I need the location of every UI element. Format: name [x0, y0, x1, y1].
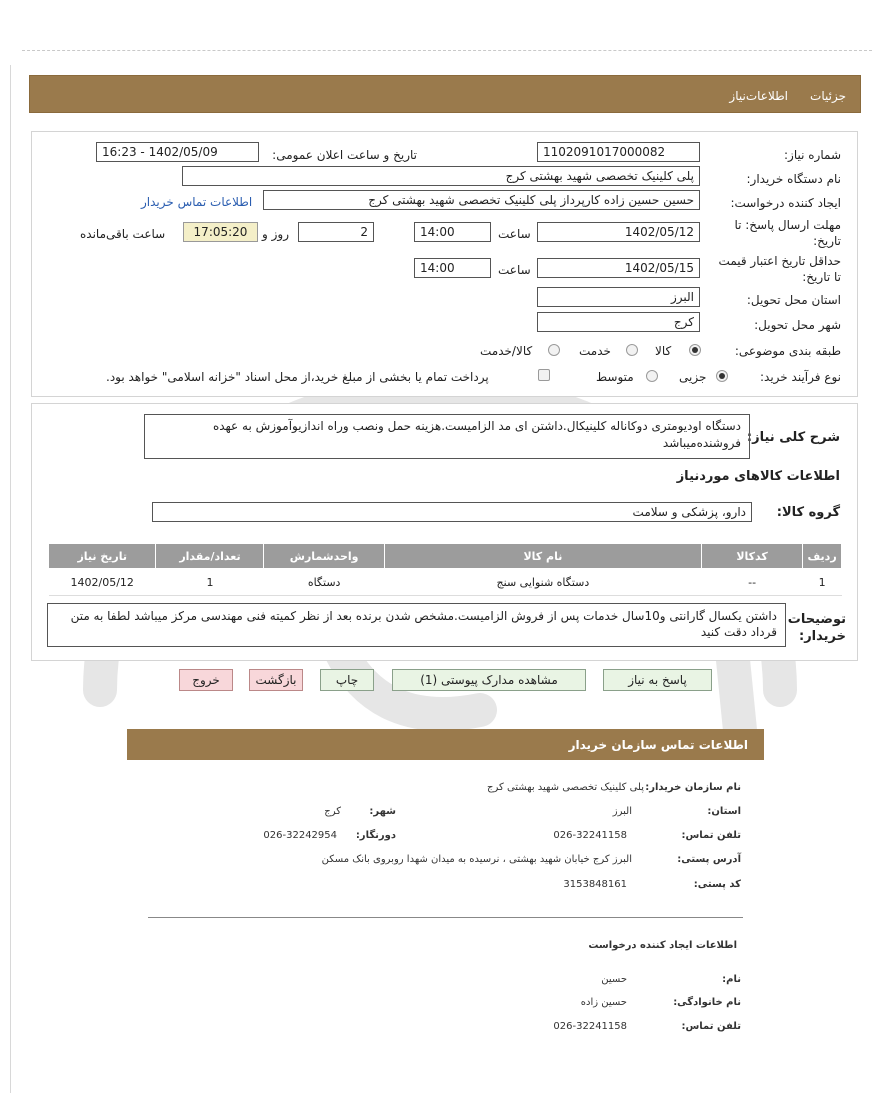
process-partial-label: جزیی: [679, 370, 707, 384]
contact-address-value: البرز کرج خیابان شهید بهشتی ، نرسیده به میدان شهدا روبروی بانک مسکن: [321, 854, 632, 865]
cell-unit: دستگاه: [264, 569, 384, 596]
province-field: البرز: [537, 287, 700, 307]
need-number-field: 1102091017000082: [537, 142, 700, 162]
cell-quantity: 1: [156, 569, 264, 596]
treasury-payment-checkbox[interactable]: [538, 369, 550, 381]
top-header-bar: [29, 75, 861, 113]
process-medium-label: متوسط: [596, 370, 634, 384]
goods-table-header-row: [49, 544, 842, 569]
col-goods-name: نام کالا: [384, 544, 701, 569]
validity-label-line1: حداقل تاریخ اعتبار قیمت: [718, 254, 841, 268]
validity-date-field: 1402/05/15: [537, 258, 700, 278]
category-service-radio[interactable]: [626, 344, 638, 356]
creator-info-title: اطلاعات ایجاد کننده درخواست: [588, 940, 737, 951]
process-medium-radio[interactable]: [646, 370, 658, 382]
category-goods-service-radio[interactable]: [548, 344, 560, 356]
remaining-time-field: 17:05:20: [183, 222, 258, 242]
deadline-label-line1: مهلت ارسال پاسخ: تا: [734, 218, 841, 232]
tab-need-info[interactable]: اطلاعات‌نیاز: [729, 89, 788, 103]
contact-address-label: آدرس پستی:: [677, 854, 741, 865]
treasury-payment-note: پرداخت تمام یا بخشی از مبلغ خرید،از محل اسناد "خزانه اسلامی" خواهد بود.: [106, 370, 489, 384]
need-number-label: شماره نیاز:: [784, 148, 841, 162]
category-label: طبقه بندی موضوعی:: [734, 344, 841, 358]
buyer-org-field: پلی کلینیک تخصصی شهید بهشتی کرج: [182, 166, 700, 186]
announce-date-label: تاریخ و ساعت اعلان عمومی:: [272, 148, 417, 162]
contact-divider: [148, 917, 743, 918]
process-partial-radio[interactable]: [716, 370, 728, 382]
goods-group-field: دارو، پزشکی و سلامت: [152, 502, 752, 522]
buyer-notes-label-line1: توضیحات: [787, 612, 846, 627]
category-goods-label: کالا: [655, 344, 672, 358]
creator-name-label: نام:: [722, 974, 741, 985]
contact-city-value: کرج: [324, 806, 341, 817]
validity-time-label: ساعت: [498, 263, 531, 277]
deadline-date-field: 1402/05/12: [537, 222, 700, 242]
contact-postal-value: 3153848161: [563, 879, 627, 890]
creator-label: ایجاد کننده درخواست:: [730, 196, 841, 210]
contact-province-value: البرز: [612, 806, 632, 817]
contact-fax-value: 026-32242954: [263, 830, 337, 841]
general-description-box: دستگاه اودیومتری دوکاناله کلینیکال.داشتن ای مد الزامیست.هزینه حمل ونصب وراه اندازیوآموزش به عهده فروشنده‌میباشد: [144, 414, 750, 459]
category-goods-service-label: کالا/خدمت: [480, 344, 533, 358]
creator-phone-label: تلفن تماس:: [681, 1021, 741, 1032]
contact-phone-label: تلفن تماس:: [681, 830, 741, 841]
contact-city-label: شهر:: [369, 806, 396, 817]
back-button[interactable]: بازگشت: [249, 669, 303, 691]
city-label: شهر محل تحویل:: [754, 318, 841, 332]
general-description-label: شرح کلی نیاز:: [746, 430, 840, 445]
buyer-notes-box: داشتن یکسال گارانتی و10سال خدمات پس از فروش الزامیست.مشخص شدن برنده بعد از نظر کمیته فنی مهندسی مرکز میباشد لطفا به متن قرداد دقت کنید: [47, 603, 786, 647]
process-type-label: نوع فرآیند خرید:: [760, 370, 841, 384]
goods-table-wrapper: [48, 543, 842, 596]
creator-name-value: حسین: [601, 974, 627, 985]
col-need-date: تاریخ نیاز: [49, 544, 156, 569]
remaining-time-label: ساعت باقی‌مانده: [80, 227, 166, 241]
table-row: [49, 569, 842, 596]
col-goods-code: کدکالا: [702, 544, 803, 569]
contact-fax-label: دورنگار:: [355, 830, 396, 841]
goods-group-label: گروه کالا:: [776, 505, 840, 520]
org-name-value: پلی کلینیک تخصصی شهید بهشتی کرج: [487, 782, 644, 793]
contact-section-bar: [127, 729, 764, 760]
view-attachments-button[interactable]: مشاهده مدارک پیوستی (1): [392, 669, 586, 691]
creator-field: حسین حسین زاده کارپرداز پلی کلینیک تخصصی شهید بهشتی کرج: [263, 190, 700, 210]
creator-family-value: حسین زاده: [580, 997, 627, 1008]
validity-time-field: 14:00: [414, 258, 491, 278]
city-field: کرج: [537, 312, 700, 332]
col-quantity: تعداد/مقدار: [156, 544, 264, 569]
buyer-org-label: نام دستگاه خریدار:: [746, 172, 841, 186]
reply-to-need-button[interactable]: پاسخ به نیاز: [603, 669, 712, 691]
goods-info-title: اطلاعات کالاهای موردنیاز: [676, 469, 840, 484]
category-goods-radio[interactable]: [689, 344, 701, 356]
cell-row-number: 1: [803, 569, 842, 596]
org-name-label: نام سازمان خریدار:: [645, 782, 741, 793]
cell-goods-name: دستگاه شنوایی سنج: [384, 569, 701, 596]
creator-family-label: نام خانوادگی:: [673, 997, 741, 1008]
goods-table: [48, 543, 842, 596]
days-label: روز و: [262, 227, 289, 241]
left-border-line: [10, 65, 11, 1093]
cell-goods-code: --: [702, 569, 803, 596]
category-service-label: خدمت: [579, 344, 611, 358]
cell-need-date: 1402/05/12: [49, 569, 156, 596]
deadline-time-field: 14:00: [414, 222, 491, 242]
province-label: استان محل تحویل:: [746, 293, 841, 307]
contact-phone-value: 026-32241158: [553, 830, 627, 841]
col-row-number: ردیف: [803, 544, 842, 569]
days-field: 2: [298, 222, 374, 242]
deadline-label-line2: تاریخ:: [813, 234, 841, 248]
col-unit: واحدشمارش: [264, 544, 384, 569]
contact-province-label: استان:: [707, 806, 741, 817]
exit-button[interactable]: خروج: [179, 669, 233, 691]
top-dashed-divider: [22, 50, 872, 51]
buyer-contact-link[interactable]: اطلاعات تماس خریدار: [141, 195, 253, 209]
buyer-notes-label-line2: خریدار:: [799, 629, 846, 644]
validity-label-line2: تا تاریخ:: [802, 270, 841, 284]
print-button[interactable]: چاپ: [320, 669, 374, 691]
contact-postal-label: کد پستی:: [693, 879, 741, 890]
deadline-time-label: ساعت: [498, 227, 531, 241]
contact-section-title: اطلاعات تماس سازمان خریدار: [568, 738, 748, 752]
creator-phone-value: 026-32241158: [553, 1021, 627, 1032]
tab-details[interactable]: جزئیات: [810, 89, 846, 103]
announce-date-field: 1402/05/09 - 16:23: [96, 142, 259, 162]
